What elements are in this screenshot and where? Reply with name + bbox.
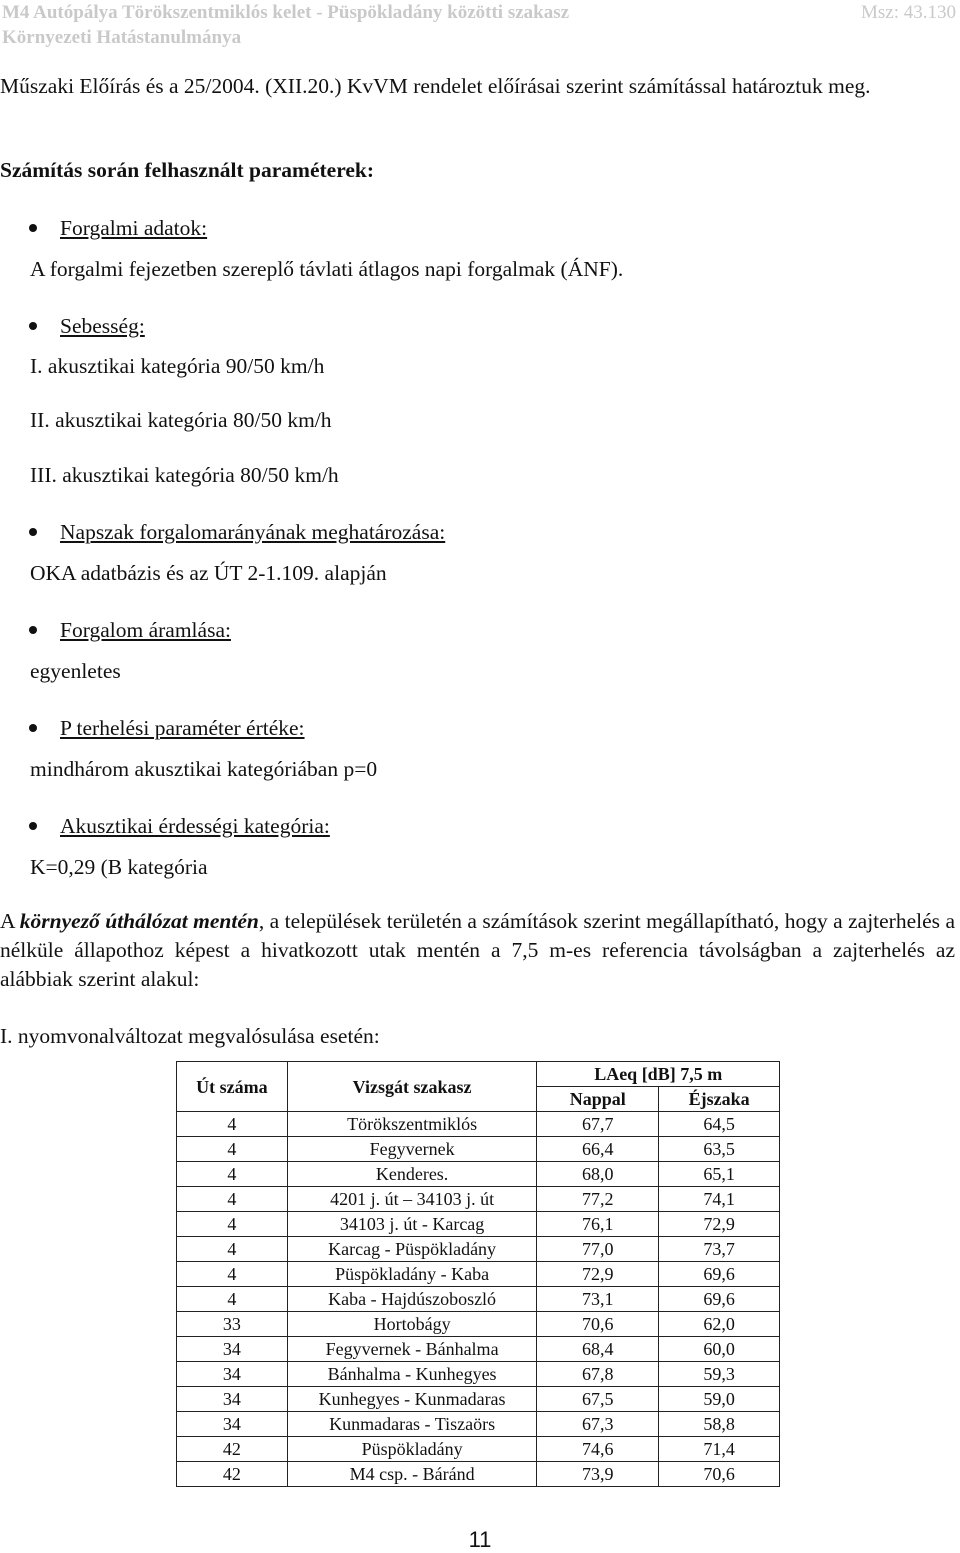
table-row <box>177 1112 780 1137</box>
cell-section: Fegyvernek <box>287 1137 537 1162</box>
cell-road: 4 <box>177 1262 288 1287</box>
cell-road: 4 <box>177 1137 288 1162</box>
cell-section: Püspökladány <box>287 1437 537 1462</box>
param-text-flow: egyenletes <box>30 659 121 683</box>
cell-section: Püspökladány - Kaba <box>287 1262 537 1287</box>
cell-road: 33 <box>177 1312 288 1337</box>
bullet-icon <box>29 528 37 536</box>
cell-day: 67,8 <box>537 1362 659 1387</box>
page-number: 11 <box>468 1527 492 1552</box>
cell-road: 4 <box>177 1112 288 1137</box>
cell-night: 73,7 <box>659 1237 780 1262</box>
cell-day: 72,9 <box>537 1262 659 1287</box>
cell-road: 34 <box>177 1412 288 1437</box>
page-header <box>0 0 960 52</box>
header-title: M4 Autópálya Törökszentmiklós kelet - Püspökladány közötti szakasz <box>2 2 570 23</box>
cell-section: 4201 j. út – 34103 j. út <box>287 1187 537 1212</box>
cell-road: 4 <box>177 1287 288 1312</box>
param-label-p: P terhelési paraméter értéke: <box>60 716 305 740</box>
header-day: Nappal <box>537 1087 659 1112</box>
intro-paragraph: Műszaki Előírás és a 25/2004. (XII.20.) KvVM rendelet előírásai szerint számítással határoztuk meg. <box>0 74 871 98</box>
bullet-icon <box>29 322 37 330</box>
speed-line-2: II. akusztikai kategória 80/50 km/h <box>30 408 332 432</box>
cell-day: 74,6 <box>537 1437 659 1462</box>
cell-day: 73,9 <box>537 1462 659 1487</box>
cell-night: 71,4 <box>659 1437 780 1462</box>
param-text-traffic: A forgalmi fejezetben szereplő távlati átlagos napi forgalmak (ÁNF). <box>30 257 624 281</box>
bullet-icon <box>29 822 37 830</box>
table-row <box>177 1262 780 1287</box>
cell-day: 66,4 <box>537 1137 659 1162</box>
cell-day: 77,2 <box>537 1187 659 1212</box>
table-row <box>177 1387 780 1412</box>
cell-night: 62,0 <box>659 1312 780 1337</box>
params-heading: Számítás során felhasznált paraméterek: <box>0 158 375 182</box>
noise-table <box>176 1061 780 1487</box>
param-text-roughness: K=0,29 (B kategória <box>30 855 208 879</box>
cell-day: 67,5 <box>537 1387 659 1412</box>
cell-night: 69,6 <box>659 1262 780 1287</box>
cell-road: 4 <box>177 1187 288 1212</box>
bullet-icon <box>29 724 37 732</box>
cell-road: 34 <box>177 1362 288 1387</box>
header-laeq: LAeq [dB] 7,5 m <box>537 1062 780 1087</box>
table-row <box>177 1162 780 1187</box>
cell-road: 34 <box>177 1387 288 1412</box>
cell-road: 4 <box>177 1237 288 1262</box>
para-lead: A <box>0 909 20 933</box>
cell-road: 4 <box>177 1162 288 1187</box>
param-label-roughness: Akusztikai érdességi kategória: <box>60 814 330 838</box>
cell-night: 58,8 <box>659 1412 780 1437</box>
table-row <box>177 1312 780 1337</box>
section-title: I. nyomvonalváltozat megvalósulása esetén: <box>0 1024 380 1048</box>
cell-road: 34 <box>177 1337 288 1362</box>
cell-night: 59,3 <box>659 1362 780 1387</box>
para-rest: , a települések területén a számítások szerint megállapítható, hogy a zajterhelés a nélküle állapothoz képest a hivatkozott utak mentén a 7,5 m-es referencia távolságban a zajterhelés az alábbiak szerint alakul: <box>0 909 955 991</box>
cell-day: 68,0 <box>537 1162 659 1187</box>
param-label-period: Napszak forgalomarányának meghatározása: <box>60 520 446 544</box>
cell-road: 42 <box>177 1462 288 1487</box>
cell-day: 73,1 <box>537 1287 659 1312</box>
table-row <box>177 1187 780 1212</box>
cell-night: 64,5 <box>659 1112 780 1137</box>
table-row <box>177 1362 780 1387</box>
table-row <box>177 1412 780 1437</box>
header-section: Vizsgát szakasz <box>287 1062 537 1112</box>
document-number: Msz: 43.130 <box>861 2 956 23</box>
param-text-p: mindhárom akusztikai kategóriában p=0 <box>30 757 378 781</box>
cell-section: Kenderes. <box>287 1162 537 1187</box>
cell-night: 69,6 <box>659 1287 780 1312</box>
cell-section: Kaba - Hajdúszoboszló <box>287 1287 537 1312</box>
table-row <box>177 1462 780 1487</box>
header-night: Éjszaka <box>659 1087 780 1112</box>
cell-day: 70,6 <box>537 1312 659 1337</box>
para-emphasis: környező úthálózat mentén <box>19 909 259 933</box>
cell-section: Kunhegyes - Kunmadaras <box>287 1387 537 1412</box>
cell-night: 59,0 <box>659 1387 780 1412</box>
cell-night: 70,6 <box>659 1462 780 1487</box>
cell-section: Hortobágy <box>287 1312 537 1337</box>
cell-day: 67,7 <box>537 1112 659 1137</box>
table-row <box>177 1337 780 1362</box>
header-subtitle: Környezeti Hatástanulmánya <box>2 27 242 48</box>
speed-line-3: III. akusztikai kategória 80/50 km/h <box>30 463 339 487</box>
cell-road: 4 <box>177 1212 288 1237</box>
cell-night: 74,1 <box>659 1187 780 1212</box>
cell-section: Kunmadaras - Tiszaörs <box>287 1412 537 1437</box>
cell-section: Karcag - Püspökladány <box>287 1237 537 1262</box>
cell-section: Bánhalma - Kunhegyes <box>287 1362 537 1387</box>
param-text-period: OKA adatbázis és az ÚT 2-1.109. alapján <box>30 561 387 585</box>
cell-night: 63,5 <box>659 1137 780 1162</box>
cell-night: 60,0 <box>659 1337 780 1362</box>
speed-line-1: I. akusztikai kategória 90/50 km/h <box>30 354 325 378</box>
table-row <box>177 1237 780 1262</box>
cell-day: 77,0 <box>537 1237 659 1262</box>
cell-day: 68,4 <box>537 1337 659 1362</box>
cell-section: M4 csp. - Báránd <box>287 1462 537 1487</box>
cell-night: 72,9 <box>659 1212 780 1237</box>
table-row <box>177 1212 780 1237</box>
bullet-icon <box>29 626 37 634</box>
body-paragraph <box>0 907 955 994</box>
header-row-1 <box>2 2 958 24</box>
cell-road: 42 <box>177 1437 288 1462</box>
cell-day: 67,3 <box>537 1412 659 1437</box>
bullet-icon <box>29 224 37 232</box>
param-label-speed: Sebesség: <box>60 314 145 338</box>
cell-day: 76,1 <box>537 1212 659 1237</box>
cell-section: Törökszentmiklós <box>287 1112 537 1137</box>
cell-night: 65,1 <box>659 1162 780 1187</box>
header-road: Út száma <box>177 1062 288 1112</box>
param-label-flow: Forgalom áramlása: <box>60 618 231 642</box>
table-row <box>177 1287 780 1312</box>
param-label-traffic: Forgalmi adatok: <box>60 216 208 240</box>
cell-section: 34103 j. út - Karcag <box>287 1212 537 1237</box>
table-row <box>177 1437 780 1462</box>
table-row <box>177 1137 780 1162</box>
cell-section: Fegyvernek - Bánhalma <box>287 1337 537 1362</box>
